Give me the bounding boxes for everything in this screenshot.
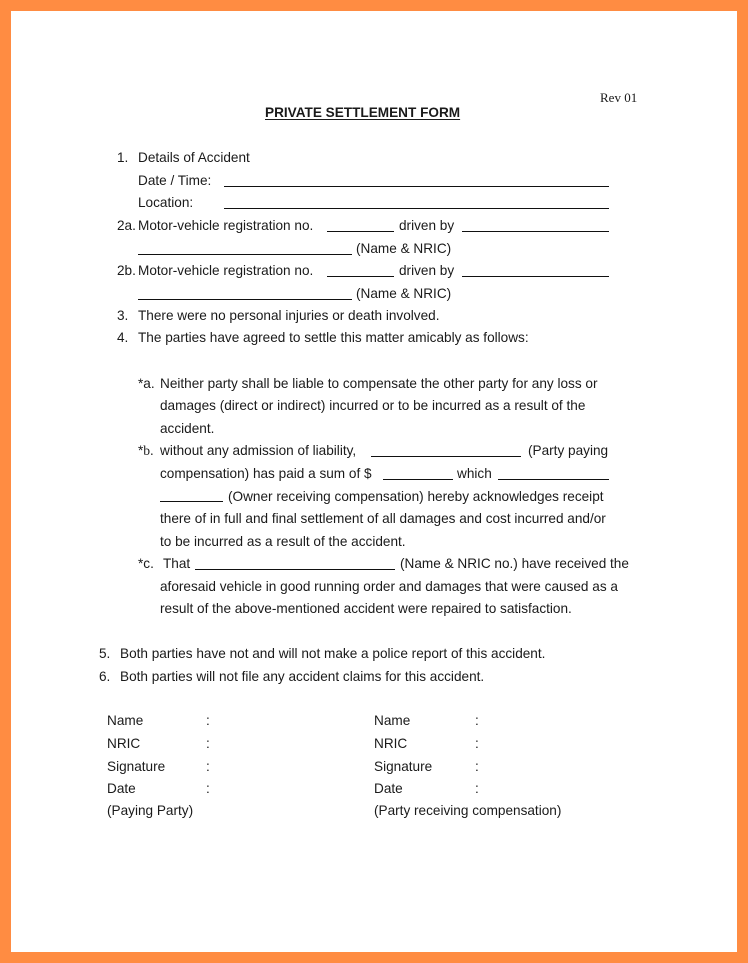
form-title: PRIVATE SETTLEMENT FORM — [265, 105, 461, 120]
option-b-line4: there of in full and final settlement of all damages and cost incurred and/or — [160, 511, 606, 526]
right-signature-label: Signature — [374, 759, 433, 774]
item2a-driver-field[interactable] — [462, 231, 609, 232]
left-date-label: Date — [107, 781, 136, 796]
item2a-name-nric-field[interactable] — [138, 254, 352, 255]
item1-label: Details of Accident — [138, 150, 250, 165]
date-time-label: Date / Time: — [138, 173, 212, 188]
left-caption: (Paying Party) — [107, 803, 194, 818]
option-a-line1: Neither party shall be liable to compensate the other party for any loss or — [160, 376, 598, 391]
item5-text: Both parties have not and will not make a police report of this accident. — [120, 646, 546, 661]
item6-text: Both parties will not file any accident claims for this accident. — [120, 669, 485, 684]
item2b-prefix: Motor-vehicle registration no. — [138, 263, 314, 278]
option-b-which: which — [457, 466, 492, 481]
item2b-registration-field[interactable] — [327, 276, 394, 277]
location-field[interactable] — [224, 208, 609, 209]
left-nric-colon: : — [206, 736, 210, 751]
item2b-driver-field[interactable] — [462, 276, 609, 277]
option-c-line3: result of the above-mentioned accident were repaired to satisfaction. — [160, 601, 572, 616]
item2b-driven-by: driven by — [399, 263, 455, 278]
right-name-colon: : — [475, 713, 479, 728]
option-c-marker: *c. — [138, 556, 154, 571]
item2b-number: 2b. — [117, 263, 136, 278]
item2a-number: 2a. — [117, 218, 136, 233]
option-b-line1-suffix: (Party paying — [528, 443, 609, 458]
right-date-colon: : — [475, 781, 479, 796]
location-label: Location: — [138, 195, 194, 210]
item4-text: The parties have agreed to settle this matter amicably as follows: — [138, 330, 529, 345]
option-a-line3: accident. — [160, 421, 215, 436]
option-c-name-nric-field[interactable] — [195, 569, 395, 570]
revision-label: Rev 01 — [600, 90, 638, 105]
option-a-marker: *a. — [138, 376, 155, 391]
option-b-letter: b. — [143, 443, 154, 458]
right-caption: (Party receiving compensation) — [374, 803, 562, 818]
item2a-prefix: Motor-vehicle registration no. — [138, 218, 314, 233]
item2a-driven-by: driven by — [399, 218, 455, 233]
option-b-line2-prefix: compensation) has paid a sum of $ — [160, 466, 372, 481]
item4-number: 4. — [117, 330, 129, 345]
option-c-line2: aforesaid vehicle in good running order and damages that were caused as a — [160, 579, 618, 594]
left-signature-label: Signature — [107, 759, 166, 774]
form-page — [11, 11, 737, 952]
right-name-label: Name — [374, 713, 411, 728]
left-nric-label: NRIC — [107, 736, 141, 751]
item2b-name-nric-label: (Name & NRIC) — [356, 286, 452, 301]
item2a-registration-field[interactable] — [327, 231, 394, 232]
left-signature-colon: : — [206, 759, 210, 774]
option-b-line1-prefix: without any admission of liability, — [160, 443, 357, 458]
right-date-label: Date — [374, 781, 403, 796]
left-name-colon: : — [206, 713, 210, 728]
item5-number: 5. — [99, 646, 111, 661]
option-b-line5: to be incurred as a result of the accident. — [160, 534, 406, 549]
item1-number: 1. — [117, 150, 129, 165]
option-b-paying-party-field[interactable] — [371, 456, 521, 457]
option-b-owner-field-part2[interactable] — [160, 501, 223, 502]
left-date-colon: : — [206, 781, 210, 796]
option-c-line1-suffix: (Name & NRIC no.) have received the — [400, 556, 629, 571]
option-c-line1-prefix: That — [163, 556, 191, 571]
option-b-amount-field[interactable] — [383, 479, 453, 480]
option-a-line2: damages (direct or indirect) incurred or to be incurred as a result of the — [160, 398, 586, 413]
item3-number: 3. — [117, 308, 129, 323]
date-time-field[interactable] — [224, 186, 609, 187]
option-b-line3-suffix: (Owner receiving compensation) hereby acknowledges receipt — [228, 489, 604, 504]
item3-text: There were no personal injuries or death involved. — [138, 308, 440, 323]
right-nric-label: NRIC — [374, 736, 408, 751]
option-b-marker — [138, 443, 154, 459]
item2a-name-nric-label: (Name & NRIC) — [356, 241, 452, 256]
right-signature-colon: : — [475, 759, 479, 774]
right-nric-colon: : — [475, 736, 479, 751]
option-b-owner-field-part1[interactable] — [498, 479, 609, 480]
left-name-label: Name — [107, 713, 144, 728]
item2b-name-nric-field[interactable] — [138, 299, 352, 300]
item6-number: 6. — [99, 669, 111, 684]
option-b-star: * — [138, 443, 144, 458]
